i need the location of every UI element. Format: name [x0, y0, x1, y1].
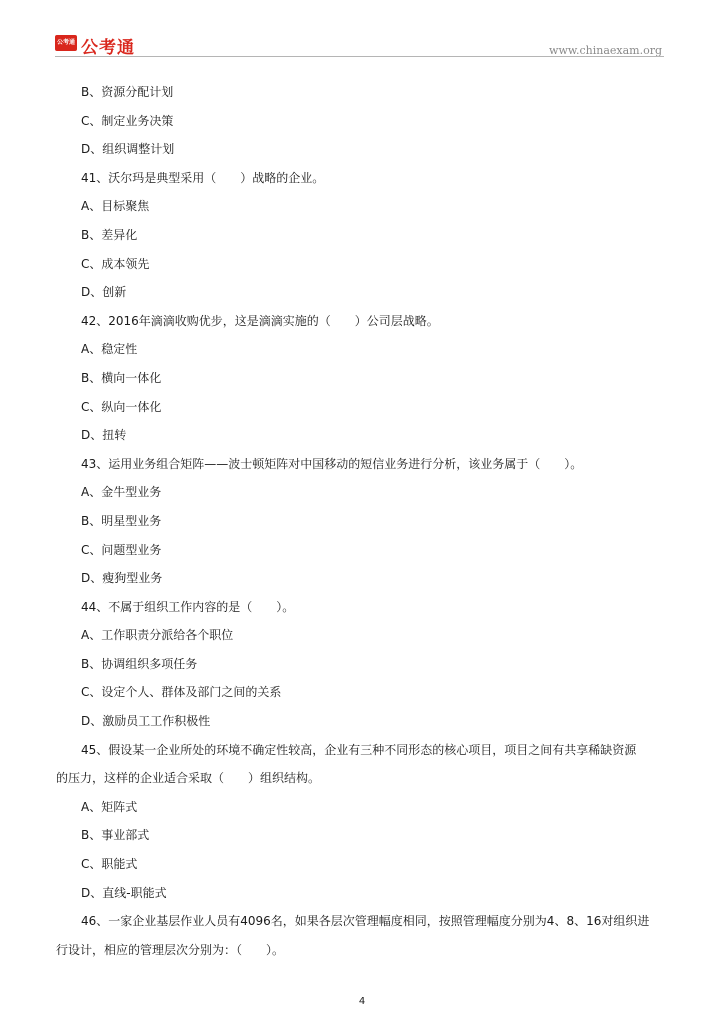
- option-line: A、稳定性: [81, 342, 138, 357]
- option-line: C、纵向一体化: [81, 399, 162, 414]
- question-46-continued: 行设计，相应的管理层次分别为：（ ）。: [56, 942, 285, 957]
- option-line: D、扭转: [81, 428, 127, 443]
- question-45-continued: 的压力，这样的企业适合采取（ ）组织结构。: [56, 771, 321, 786]
- option-line: C、制定业务决策: [81, 113, 174, 128]
- site-url: www.chinaexam.org: [549, 44, 662, 57]
- option-line: A、金牛型业务: [81, 485, 162, 500]
- option-line: D、直线-职能式: [81, 885, 167, 900]
- question-42: 42、2016年滴滴收购优步，这是滴滴实施的（ ）公司层战略。: [81, 313, 439, 328]
- option-line: B、协调组织多项任务: [81, 656, 198, 671]
- option-line: B、资源分配计划: [81, 85, 174, 99]
- option-line: C、职能式: [81, 857, 138, 872]
- option-line: D、组织调整计划: [81, 142, 175, 157]
- option-line: D、激励员工工作积极性: [81, 714, 211, 729]
- option-line: B、明星型业务: [81, 513, 162, 528]
- option-line: C、设定个人、群体及部门之间的关系: [81, 685, 282, 700]
- option-line: A、目标聚焦: [81, 199, 150, 214]
- logo-text: 公考通: [81, 38, 135, 58]
- option-line: B、差异化: [81, 227, 138, 242]
- option-line: D、瘦狗型业务: [81, 571, 163, 586]
- header-divider: [55, 56, 664, 57]
- question-45: 45、假设某一企业所处的环境不确定性较高，企业有三种不同形态的核心项目，项目之间有共享稀缺资源: [81, 742, 637, 757]
- option-line: D、创新: [81, 285, 127, 300]
- option-line: A、矩阵式: [81, 799, 138, 814]
- document-body: [56, 78, 666, 964]
- logo-icon: 公考通: [55, 35, 77, 51]
- option-line: C、问题型业务: [81, 542, 162, 557]
- option-line: C、成本领先: [81, 256, 150, 271]
- question-41: 41、沃尔玛是典型采用（ ）战略的企业。: [81, 170, 325, 185]
- option-line: B、横向一体化: [81, 370, 162, 385]
- page-number: 4: [358, 996, 366, 1007]
- option-line: A、工作职责分派给各个职位: [81, 628, 234, 643]
- page-header: [0, 0, 724, 62]
- question-44: 44、不属于组织工作内容的是（ ）。: [81, 599, 295, 614]
- question-46: 46、一家企业基层作业人员有4096名，如果各层次管理幅度相同，按照管理幅度分别为4、8、16对组织进: [81, 914, 650, 929]
- option-line: B、事业部式: [81, 828, 150, 843]
- question-43: 43、运用业务组合矩阵——波士顿矩阵对中国移动的短信业务进行分析，该业务属于（ ）。: [81, 456, 583, 471]
